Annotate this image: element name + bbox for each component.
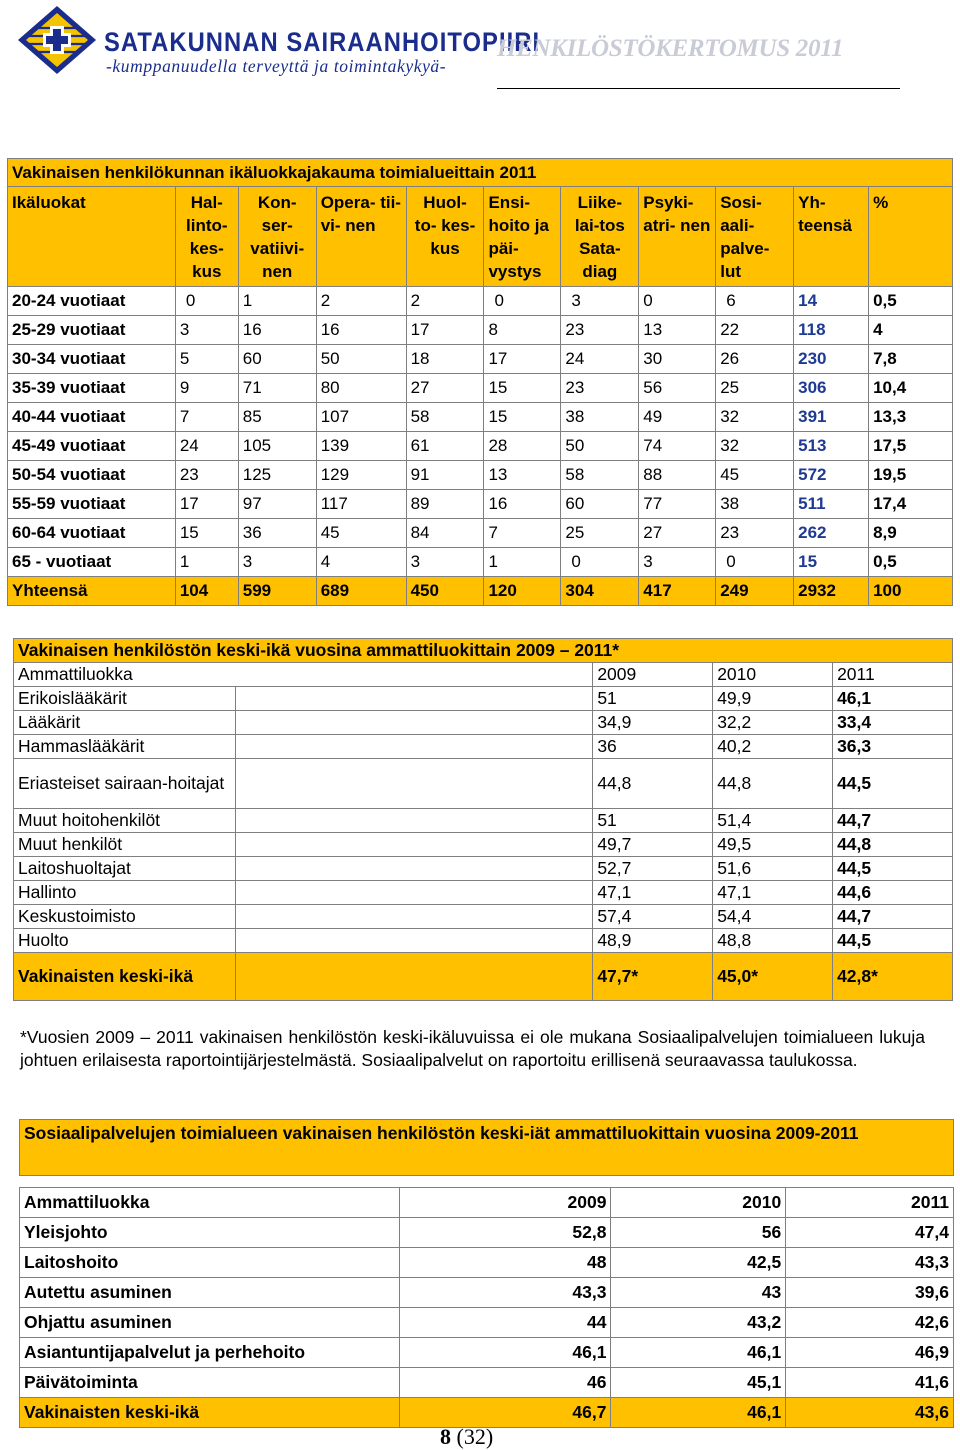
table-cell: 13,3: [869, 403, 953, 432]
table-row: [8, 316, 953, 345]
table-cell: 2932: [794, 577, 869, 606]
table-row: [8, 432, 953, 461]
spacer-row: [20, 1176, 954, 1188]
table-cell: 249: [716, 577, 794, 606]
table-cell: 60: [238, 345, 316, 374]
table-cell: 4: [316, 548, 406, 577]
table-cell: 15: [175, 519, 238, 548]
table-cell: 1: [484, 548, 561, 577]
row-label: Keskustoimisto: [14, 905, 236, 929]
total-row: [20, 1398, 954, 1428]
table-cell: 50: [561, 432, 639, 461]
table-row: [14, 809, 953, 833]
table-cell: 46: [399, 1368, 611, 1398]
table-cell: 33,4: [833, 711, 953, 735]
column-header: 2010: [713, 663, 833, 687]
table-cell: 23: [175, 461, 238, 490]
table-cell: 77: [639, 490, 716, 519]
table-cell: 100: [869, 577, 953, 606]
table-cell: 13: [639, 316, 716, 345]
table-cell: 0: [716, 548, 794, 577]
column-header: 2011: [786, 1188, 954, 1218]
column-header: Yh- teensä: [794, 187, 869, 287]
spacer-cell: [235, 809, 592, 833]
table-cell: 104: [175, 577, 238, 606]
row-label: Laitoshuoltajat: [14, 857, 236, 881]
row-label: Päivätoiminta: [20, 1368, 400, 1398]
table-cell: 88: [639, 461, 716, 490]
column-header: Ammattiluokka: [14, 663, 593, 687]
table-cell: 10,4: [869, 374, 953, 403]
row-label: 20-24 vuotiaat: [8, 287, 176, 316]
table-cell: 52,8: [399, 1218, 611, 1248]
table-cell: 43,3: [786, 1248, 954, 1278]
table-cell: 0: [561, 548, 639, 577]
row-label: Autettu asuminen: [20, 1278, 400, 1308]
header-row: [8, 187, 953, 287]
table-cell: 49,5: [713, 833, 833, 857]
table-cell: 74: [639, 432, 716, 461]
table-cell: 25: [716, 374, 794, 403]
column-header: Kon- ser- vatiivi- nen: [238, 187, 316, 287]
table-cell: 32: [716, 432, 794, 461]
table-cell: 3: [406, 548, 484, 577]
table-cell: 46,1: [611, 1398, 786, 1428]
table-cell: 43,3: [399, 1278, 611, 1308]
table-cell: 107: [316, 403, 406, 432]
row-label: 60-64 vuotiaat: [8, 519, 176, 548]
table-cell: 49: [639, 403, 716, 432]
table-cell: 24: [175, 432, 238, 461]
table-cell: 60: [561, 490, 639, 519]
table-cell: 80: [316, 374, 406, 403]
table-cell: 16: [316, 316, 406, 345]
table-cell: 304: [561, 577, 639, 606]
table-cell: 306: [794, 374, 869, 403]
table-cell: 45: [716, 461, 794, 490]
table-cell: 125: [238, 461, 316, 490]
table-title: Vakinaisen henkilökunnan ikäluokkajakauma toimialueittain 2011: [8, 159, 953, 187]
column-header: 2009: [593, 663, 713, 687]
table-cell: 15: [484, 403, 561, 432]
table-cell: 0,5: [869, 287, 953, 316]
table-cell: 97: [238, 490, 316, 519]
table-cell: 0: [484, 287, 561, 316]
table-cell: 36: [593, 735, 713, 759]
table-cell: 1: [175, 548, 238, 577]
row-label: 30-34 vuotiaat: [8, 345, 176, 374]
table-cell: 3: [175, 316, 238, 345]
table-cell: 46,1: [833, 687, 953, 711]
table-cell: 51,6: [713, 857, 833, 881]
row-label: 55-59 vuotiaat: [8, 490, 176, 519]
column-header: Sosi- aali- palve- lut: [716, 187, 794, 287]
table-cell: 47,1: [713, 881, 833, 905]
spacer-cell: [235, 711, 592, 735]
row-label: 50-54 vuotiaat: [8, 461, 176, 490]
table-cell: 572: [794, 461, 869, 490]
table-cell: 9: [175, 374, 238, 403]
table-cell: 230: [794, 345, 869, 374]
table-cell: 51: [593, 809, 713, 833]
table-cell: 43,2: [611, 1308, 786, 1338]
table-cell: 0: [639, 287, 716, 316]
table-cell: 16: [484, 490, 561, 519]
table-cell: 4: [869, 316, 953, 345]
table-cell: 49,7: [593, 833, 713, 857]
age-distribution-table: [7, 158, 953, 606]
organization-slogan: -kumppanuudella terveyttä ja toimintakykyä-: [106, 56, 447, 76]
table-cell: 49,9: [713, 687, 833, 711]
row-label: 25-29 vuotiaat: [8, 316, 176, 345]
column-header: 2010: [611, 1188, 786, 1218]
spacer-cell: [235, 687, 592, 711]
table-cell: 22: [716, 316, 794, 345]
column-header: Hal- linto- kes- kus: [175, 187, 238, 287]
table-row: [8, 374, 953, 403]
table-cell: 3: [561, 287, 639, 316]
table-cell: 7: [175, 403, 238, 432]
table-title: Sosiaalipalvelujen toimialueen vakinaisen henkilöstön keski-iät ammattiluokittain vuosina 2009-2011: [20, 1120, 954, 1176]
table-cell: 689: [316, 577, 406, 606]
table-cell: 45: [316, 519, 406, 548]
table-cell: 262: [794, 519, 869, 548]
table-cell: 3: [639, 548, 716, 577]
table-cell: 47,7*: [593, 953, 713, 1001]
table-cell: 23: [561, 316, 639, 345]
document-title: HENKILÖSTÖKERTOMUS 2011: [497, 35, 844, 62]
social-services-age-table: [19, 1119, 954, 1428]
table-cell: 44,7: [833, 809, 953, 833]
row-label: Hammaslääkärit: [14, 735, 236, 759]
table-cell: 15: [484, 374, 561, 403]
table-row: [14, 833, 953, 857]
table-cell: 118: [794, 316, 869, 345]
table-cell: 47,4: [786, 1218, 954, 1248]
table-cell: 129: [316, 461, 406, 490]
organization-name: SATAKUNNAN SAIRAANHOITOPIIRI: [104, 27, 541, 57]
table-cell: 38: [561, 403, 639, 432]
table-cell: 18: [406, 345, 484, 374]
table-cell: 47,1: [593, 881, 713, 905]
table-cell: 417: [639, 577, 716, 606]
table-cell: 32,2: [713, 711, 833, 735]
table-cell: 44,8: [593, 759, 713, 809]
column-header: Ensi- hoito ja päi- vystys: [484, 187, 561, 287]
table-cell: 45,1: [611, 1368, 786, 1398]
table-cell: 17,5: [869, 432, 953, 461]
table-row: [8, 287, 953, 316]
table-cell: 44,5: [833, 929, 953, 953]
table-cell: 48,9: [593, 929, 713, 953]
table-cell: 5: [175, 345, 238, 374]
table-row: [20, 1368, 954, 1398]
table-cell: 19,5: [869, 461, 953, 490]
row-label: 35-39 vuotiaat: [8, 374, 176, 403]
table-cell: 56: [611, 1218, 786, 1248]
page-number: [440, 1424, 493, 1450]
table-cell: 2: [316, 287, 406, 316]
table-cell: 58: [561, 461, 639, 490]
table-cell: 0,5: [869, 548, 953, 577]
spacer-cell: [235, 881, 592, 905]
table-cell: 85: [238, 403, 316, 432]
column-header: Psyki- atri- nen: [639, 187, 716, 287]
table-cell: 6: [716, 287, 794, 316]
column-header: Liike- lai-tos Sata- diag: [561, 187, 639, 287]
table-cell: 61: [406, 432, 484, 461]
row-label: 65 - vuotiaat: [8, 548, 176, 577]
table-cell: 34,9: [593, 711, 713, 735]
column-header: Ammattiluokka: [20, 1188, 400, 1218]
table-cell: 91: [406, 461, 484, 490]
table-cell: 51: [593, 687, 713, 711]
table-cell: 44: [399, 1308, 611, 1338]
table-cell: 42,5: [611, 1248, 786, 1278]
table-cell: 42,8*: [833, 953, 953, 1001]
table-cell: 15: [794, 548, 869, 577]
table-row: [20, 1248, 954, 1278]
table-cell: 39,6: [786, 1278, 954, 1308]
table-cell: 17: [406, 316, 484, 345]
spacer-cell: [235, 953, 592, 1001]
table-cell: 3: [238, 548, 316, 577]
row-label: Muut henkilöt: [14, 833, 236, 857]
column-header: Ikäluokat: [8, 187, 176, 287]
table-cell: 17: [484, 345, 561, 374]
row-label: Hallinto: [14, 881, 236, 905]
row-label: 45-49 vuotiaat: [8, 432, 176, 461]
table-cell: 71: [238, 374, 316, 403]
table-cell: 2: [406, 287, 484, 316]
table-cell: 391: [794, 403, 869, 432]
table-cell: 36,3: [833, 735, 953, 759]
row-label: Huolto: [14, 929, 236, 953]
table-cell: 25: [561, 519, 639, 548]
table-cell: 23: [716, 519, 794, 548]
table-row: [8, 548, 953, 577]
table-cell: 117: [316, 490, 406, 519]
table-cell: 36: [238, 519, 316, 548]
table-row: [20, 1278, 954, 1308]
table-row: [8, 490, 953, 519]
table-cell: 44,7: [833, 905, 953, 929]
row-label: Ohjattu asuminen: [20, 1308, 400, 1338]
table-cell: 84: [406, 519, 484, 548]
spacer-cell: [235, 857, 592, 881]
table-cell: 44,8: [833, 833, 953, 857]
table-cell: 13: [484, 461, 561, 490]
table-row: [14, 905, 953, 929]
page-current: 8: [440, 1424, 451, 1449]
table-cell: 48: [399, 1248, 611, 1278]
row-label: Yhteensä: [8, 577, 176, 606]
table-cell: 105: [238, 432, 316, 461]
header-row: [14, 663, 953, 687]
table-cell: 120: [484, 577, 561, 606]
average-age-table: [13, 638, 953, 1001]
table-cell: 57,4: [593, 905, 713, 929]
table-cell: 27: [406, 374, 484, 403]
table-row: [20, 1308, 954, 1338]
page-total: (32): [456, 1424, 494, 1449]
column-header: 2009: [399, 1188, 611, 1218]
table-cell: 58: [406, 403, 484, 432]
column-header: 2011: [833, 663, 953, 687]
table-cell: 32: [716, 403, 794, 432]
table-cell: 8,9: [869, 519, 953, 548]
table-cell: 56: [639, 374, 716, 403]
table-cell: 28: [484, 432, 561, 461]
row-label: Eriasteiset sairaan-hoitajat: [14, 759, 236, 809]
row-label: Vakinaisten keski-ikä: [14, 953, 236, 1001]
table-cell: 51,4: [713, 809, 833, 833]
table-cell: 38: [716, 490, 794, 519]
table-cell: 89: [406, 490, 484, 519]
column-header: %: [869, 187, 953, 287]
table-cell: 44,8: [713, 759, 833, 809]
table-cell: 7: [484, 519, 561, 548]
table-row: [14, 857, 953, 881]
spacer-cell: [235, 759, 592, 809]
table-cell: 24: [561, 345, 639, 374]
table-row: [14, 735, 953, 759]
spacer-cell: [235, 833, 592, 857]
table-cell: 14: [794, 287, 869, 316]
table-cell: 46,1: [399, 1338, 611, 1368]
table-cell: 7,8: [869, 345, 953, 374]
total-row: [8, 577, 953, 606]
row-label: Laitoshoito: [20, 1248, 400, 1278]
table-cell: 450: [406, 577, 484, 606]
table-row: [14, 687, 953, 711]
table-cell: 513: [794, 432, 869, 461]
row-label: Lääkärit: [14, 711, 236, 735]
table-cell: 45,0*: [713, 953, 833, 1001]
table-cell: 43: [611, 1278, 786, 1308]
table-row: [14, 881, 953, 905]
table-cell: 30: [639, 345, 716, 374]
table-cell: 46,9: [786, 1338, 954, 1368]
row-label: Asiantuntijapalvelut ja perhehoito: [20, 1338, 400, 1368]
spacer-cell: [235, 905, 592, 929]
table-cell: 17,4: [869, 490, 953, 519]
table-cell: 40,2: [713, 735, 833, 759]
table-cell: 44,5: [833, 857, 953, 881]
table-row: [8, 403, 953, 432]
header-row: [20, 1188, 954, 1218]
table-cell: 42,6: [786, 1308, 954, 1338]
spacer-cell: [235, 735, 592, 759]
table-row: [14, 929, 953, 953]
table-cell: 17: [175, 490, 238, 519]
spacer-cell: [235, 929, 592, 953]
table-cell: 54,4: [713, 905, 833, 929]
row-label: Muut hoitohenkilöt: [14, 809, 236, 833]
table-cell: 0: [175, 287, 238, 316]
table-cell: 44,6: [833, 881, 953, 905]
table-row: [20, 1218, 954, 1248]
table-cell: 52,7: [593, 857, 713, 881]
row-label: Vakinaisten keski-ikä: [20, 1398, 400, 1428]
row-label: Yleisjohto: [20, 1218, 400, 1248]
table-cell: 27: [639, 519, 716, 548]
table-cell: 16: [238, 316, 316, 345]
table-cell: 44,5: [833, 759, 953, 809]
table-cell: 511: [794, 490, 869, 519]
table-row: [8, 345, 953, 374]
table-cell: 23: [561, 374, 639, 403]
column-header: Huol- to- kes- kus: [406, 187, 484, 287]
header-divider: [497, 88, 900, 89]
table-cell: 139: [316, 432, 406, 461]
table-cell: 48,8: [713, 929, 833, 953]
table-cell: 50: [316, 345, 406, 374]
table-row: [14, 711, 953, 735]
table-row: [20, 1338, 954, 1368]
total-row: [14, 953, 953, 1001]
table-cell: 46,1: [611, 1338, 786, 1368]
table-row: [8, 519, 953, 548]
column-header: Opera- tii- vi- nen: [316, 187, 406, 287]
table-cell: 26: [716, 345, 794, 374]
table-cell: 43,6: [786, 1398, 954, 1428]
row-label: Erikoislääkärit: [14, 687, 236, 711]
table-row: [14, 759, 953, 809]
table-cell: 599: [238, 577, 316, 606]
table-row: [8, 461, 953, 490]
table-cell: 8: [484, 316, 561, 345]
footnote: *Vuosien 2009 – 2011 vakinaisen henkilöstön keski-ikäluvuissa ei ole mukana Sosiaalipalvelujen toimialueen lukuja johtuen erilaisesta raportointijärjestelmästä. Sosiaalipalvelut on raportoitu erillisenä seuraavassa taulukossa.: [20, 1027, 925, 1070]
table-cell: 46,7: [399, 1398, 611, 1428]
organization-logo-icon: [14, 4, 104, 76]
table-cell: 41,6: [786, 1368, 954, 1398]
table-title: Vakinaisen henkilöstön keski-ikä vuosina ammattiluokittain 2009 – 2011*: [14, 639, 953, 663]
table-cell: 1: [238, 287, 316, 316]
row-label: 40-44 vuotiaat: [8, 403, 176, 432]
